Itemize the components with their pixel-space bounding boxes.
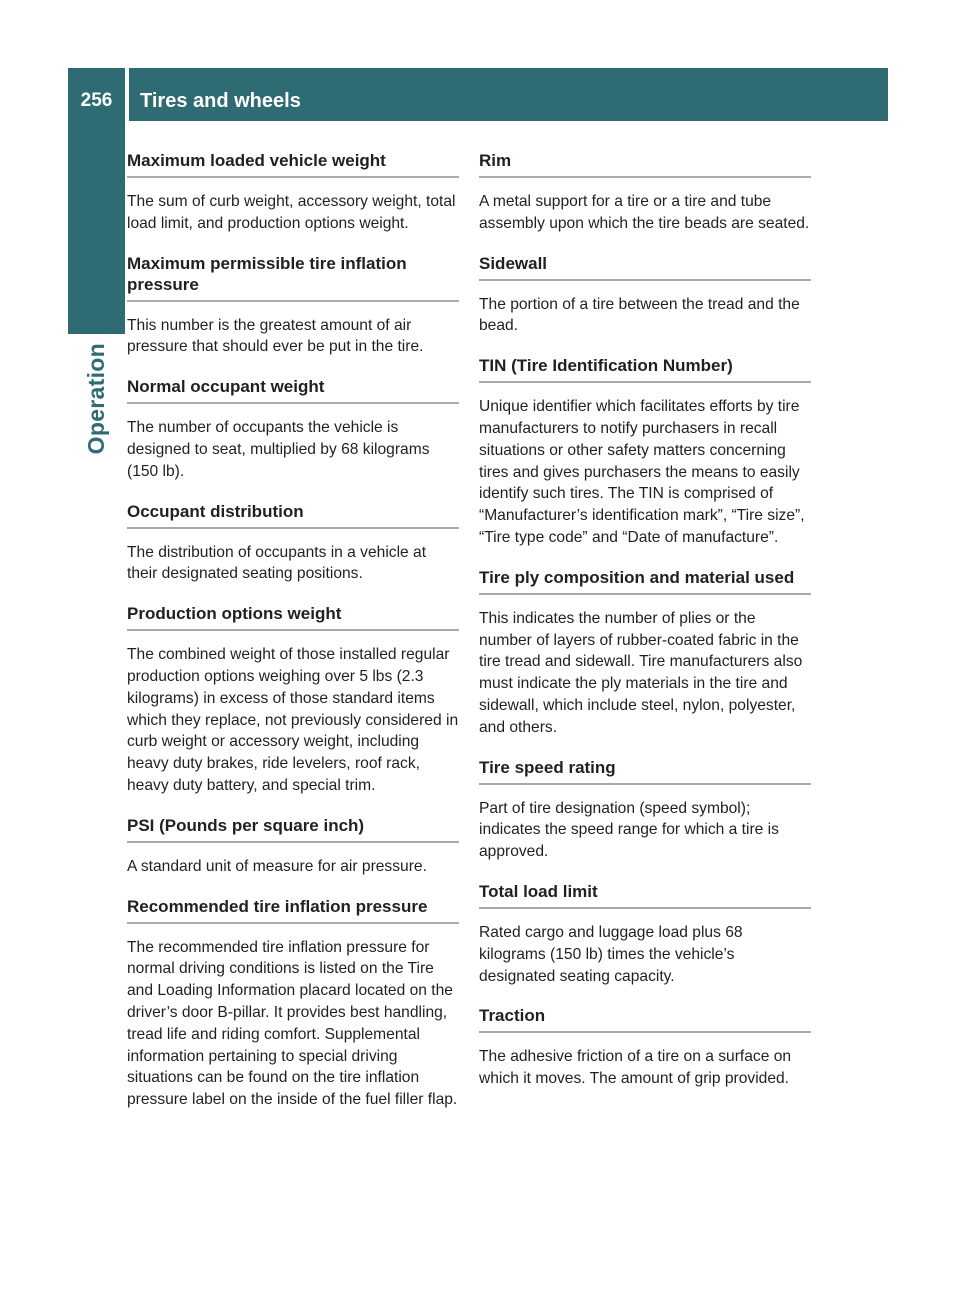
glossary-term: Sidewall: [479, 253, 811, 281]
glossary-entry: [479, 567, 811, 739]
glossary-entry: [479, 253, 811, 338]
glossary-entry: [479, 150, 811, 235]
glossary-definition: The sum of curb weight, accessory weight, total load limit, and production options weight.: [127, 193, 456, 232]
glossary-term: Tire ply composition and material used: [479, 567, 811, 595]
side-tab-text: Operation: [83, 343, 109, 455]
glossary-term: TIN (Tire Identification Number): [479, 355, 811, 383]
glossary-definition: This number is the greatest amount of air pressure that should ever be put in the tire.: [127, 316, 424, 356]
glossary-term: PSI (Pounds per square inch): [127, 815, 459, 843]
glossary-definition: The distribution of occupants in a vehicle at their designated seating positions.: [127, 543, 427, 583]
glossary-term: Total load limit: [479, 881, 811, 909]
glossary-term: Rim: [479, 150, 811, 178]
glossary-term: Maximum loaded vehicle weight: [127, 150, 459, 178]
glossary-entry: [479, 757, 811, 863]
glossary-term: Traction: [479, 1005, 811, 1033]
glossary-entry: [479, 1005, 811, 1090]
glossary-definition: The recommended tire inflation pressure for normal driving conditions is listed on the Tire and Loading Information placard located on the driver’s door B-pillar. It provides best handling, tread life and riding comfort. Supplemental information pertaining to special driving situations can be found on the tire inflation pressure label on the inside of the fuel filler flap.: [127, 938, 458, 1109]
glossary-definition: Part of tire designation (speed symbol); indicates the speed range for which a tire is approved.: [479, 799, 779, 861]
glossary-definition: A standard unit of measure for air pressure.: [127, 857, 427, 875]
glossary-term: Recommended tire inflation pressure: [127, 896, 459, 924]
glossary-entry: [127, 150, 459, 235]
glossary-entry: [127, 253, 459, 359]
glossary-definition: The combined weight of those installed regular production options weighing over 5 lbs (2.3 kilograms) in excess of those standard items which they replace, not previously considered in curb weight or accessory weight, including heavy duty brakes, ride levelers, roof rack, heavy duty battery, and special trim.: [127, 646, 459, 794]
side-tab-label: [68, 343, 125, 633]
glossary-term: Normal occupant weight: [127, 376, 459, 404]
right-column: [479, 150, 811, 1108]
glossary-entry: [479, 881, 811, 987]
glossary-definition: A metal support for a tire or a tire and tube assembly upon which the tire beads are seated.: [479, 193, 810, 232]
section-title: Tires and wheels: [140, 90, 301, 112]
glossary-definition: This indicates the number of plies or the number of layers of rubber-coated fabric in the tire tread and sidewall. Tire manufacturers also must indicate the ply materials in the tire and sidewall, which include steel, nylon, polyester, and others.: [479, 609, 803, 736]
side-tab-block: [68, 121, 125, 334]
glossary-definition: The portion of a tire between the tread and the bead.: [479, 295, 800, 335]
glossary-definition: Rated cargo and luggage load plus 68 kilograms (150 lb) times the vehicle’s designated seating capacity.: [479, 923, 743, 985]
glossary-entry: [479, 355, 811, 549]
glossary-definition: The number of occupants the vehicle is designed to seat, multiplied by 68 kilograms (150 lb).: [127, 419, 430, 480]
glossary-definition: The adhesive friction of a tire on a surface on which it moves. The amount of grip provided.: [479, 1048, 792, 1088]
glossary-entry: [127, 376, 459, 482]
glossary-entry: [127, 501, 459, 586]
glossary-term: Occupant distribution: [127, 501, 459, 529]
left-column: [127, 150, 459, 1129]
glossary-definition: Unique identifier which facilitates efforts by tire manufacturers to notify purchasers in recall situations or other safety matters concerning tires and gives purchasers the means to easily identify such tires. The TIN is comprised of “Manufacturer’s identification mark”, “Tire size”, “Tire type code” and “Date of manufacture”.: [479, 398, 805, 546]
glossary-term: Tire speed rating: [479, 757, 811, 785]
glossary-term: Production options weight: [127, 603, 459, 631]
glossary-entry: [127, 896, 459, 1111]
page-number: 256: [80, 90, 113, 111]
glossary-entry: [127, 603, 459, 797]
header-divider: [125, 68, 129, 121]
glossary-term: Maximum permissible tire inflation pressure: [127, 253, 459, 302]
side-tab: [68, 121, 125, 661]
page-header: [68, 68, 888, 121]
glossary-entry: [127, 815, 459, 878]
